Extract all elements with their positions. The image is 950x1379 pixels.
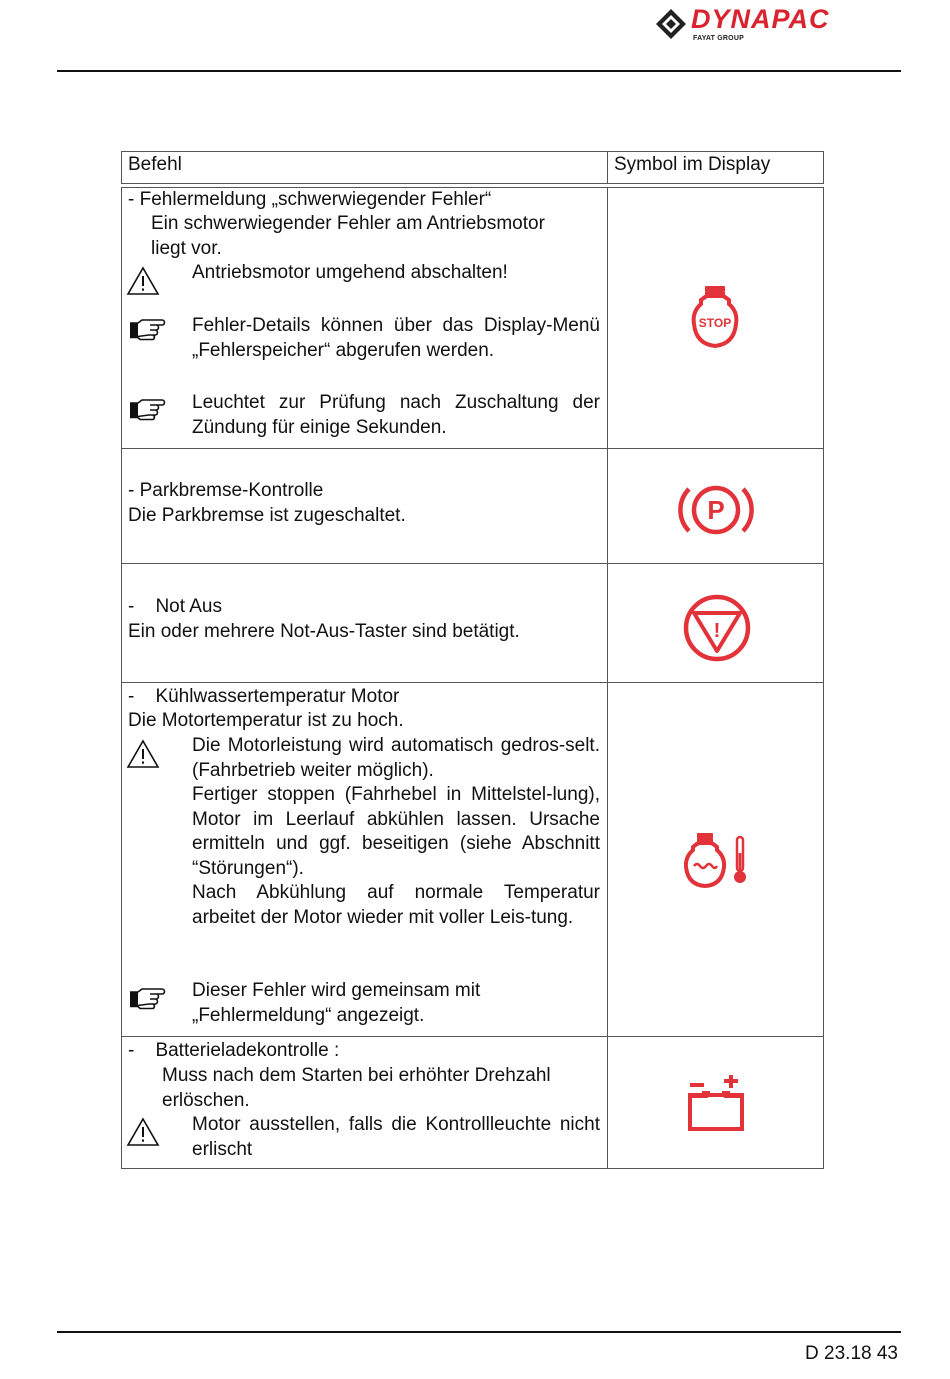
table-row (121, 1036, 824, 1169)
row-description: liegt vor. (151, 238, 222, 259)
column-header-symbol: Symbol im Display (614, 154, 771, 175)
header-rule (57, 70, 901, 72)
row-description: Die Motortemperatur ist zu hoch. (128, 710, 404, 731)
pointing-hand-icon (128, 986, 166, 1010)
row-title: - Parkbremse-Kontrolle (128, 480, 324, 501)
row-description: Die Parkbremse ist zugeschaltet. (128, 505, 406, 526)
symbol-label: P (707, 495, 725, 525)
table-row (121, 682, 824, 1037)
pointing-hand-icon (128, 397, 166, 421)
brand-name: DYNAPAC (691, 4, 830, 34)
dynapac-diamond-icon (655, 8, 687, 40)
warning-text: Motor ausstellen, falls die Kontrollleuchte nicht erlischt (192, 1114, 600, 1160)
warning-icon (126, 739, 160, 769)
row-title: - Batterieladekontrolle : (128, 1040, 340, 1061)
column-header-command: Befehl (128, 154, 182, 175)
warning-text: Die Motorleistung wird automatisch gedros-selt. (Fahrbetrieb weiter möglich). (192, 735, 600, 781)
table-row (121, 563, 824, 683)
emergency-stop-icon (682, 593, 752, 663)
warning-text: Nach Abkühlung auf normale Temperatur arbeitet der Motor wieder mit voller Leis-tung. (192, 882, 600, 928)
row-description: Muss nach dem Starten bei erhöhter Drehzahl erlöschen. (162, 1065, 551, 1111)
row-title: - Fehlermeldung „schwerwiegender Fehler“ (128, 189, 492, 210)
warning-text: Antriebsmotor umgehend abschalten! (192, 262, 508, 283)
brand-subtitle: FAYAT GROUP (693, 35, 744, 42)
coolant-temperature-icon (684, 833, 750, 889)
note-text: Fehler-Details können über das Display-Menü „Fehlerspeicher“ abgerufen werden. (192, 315, 600, 361)
row-description: Ein oder mehrere Not-Aus-Taster sind betätigt. (128, 621, 520, 642)
battery-charge-icon (686, 1075, 746, 1133)
stop-engine-icon (690, 286, 740, 348)
note-text: Dieser Fehler wird gemeinsam mit „Fehlermeldung“ angezeigt. (192, 980, 481, 1026)
table-row (121, 187, 824, 449)
footer-rule (57, 1331, 901, 1333)
note-text: Leuchtet zur Prüfung nach Zuschaltung der Zündung für einige Sekunden. (192, 392, 600, 438)
dynapac-logo (655, 6, 905, 44)
document-number: D 23.18 43 (805, 1343, 898, 1364)
table-row (121, 448, 824, 564)
table-header-row (121, 151, 824, 184)
row-title: - Kühlwassertemperatur Motor (128, 686, 400, 707)
parking-brake-icon (678, 479, 754, 541)
row-description: Ein schwerwiegender Fehler am Antriebsmotor (151, 213, 545, 234)
pointing-hand-icon (128, 317, 166, 341)
symbol-label: ! (713, 620, 721, 642)
warning-icon (126, 1117, 160, 1147)
symbol-label: STOP (698, 316, 732, 330)
row-title: - Not Aus (128, 596, 222, 617)
warning-icon (126, 266, 160, 296)
warning-text: Fertiger stoppen (Fahrhebel in Mittelstel-lung), Motor im Leerlauf abkühlen lassen. Ursache ermitteln und ggf. beseitigen (siehe Abschnitt “Störungen“). (192, 784, 600, 879)
